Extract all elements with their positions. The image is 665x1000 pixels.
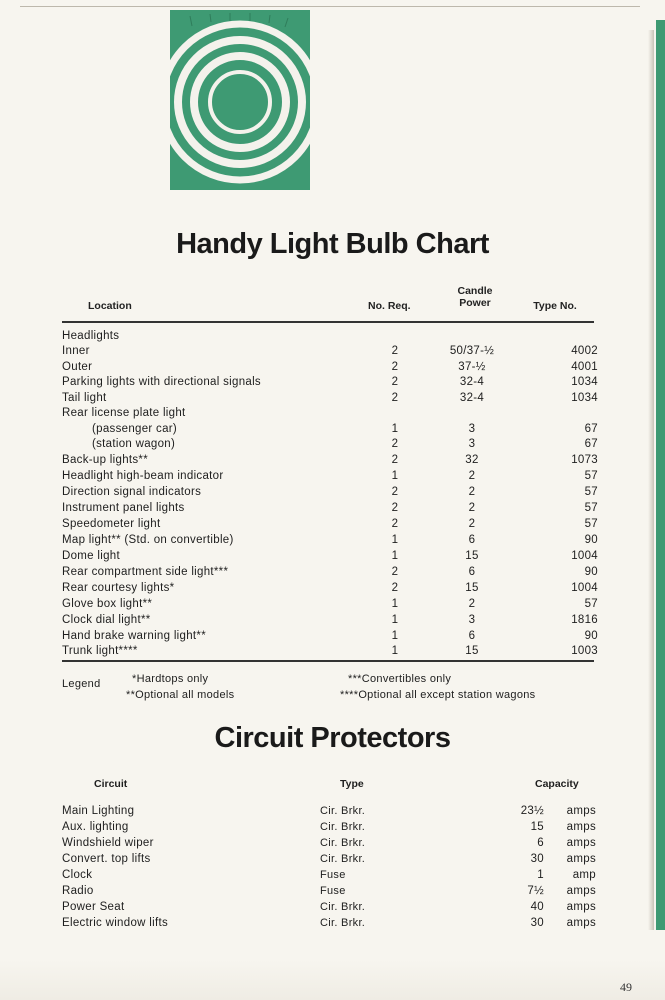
circuit-capacity: 15 — [530, 821, 544, 833]
row-no-req: 1 — [391, 598, 399, 610]
table-row — [62, 805, 602, 821]
row-type-no: 1003 — [571, 645, 598, 657]
circuit-type: Cir. Brkr. — [320, 917, 366, 929]
row-candle-power: 15 — [465, 645, 479, 657]
circuit-capacity: 30 — [530, 853, 544, 865]
row-candle-power: 50/37-½ — [449, 345, 495, 357]
circuit-protectors-title: Circuit Protectors — [214, 722, 451, 754]
circuit-type: Cir. Brkr. — [320, 837, 366, 849]
table-row — [62, 582, 598, 598]
row-candle-power: 2 — [468, 502, 476, 514]
circuit-unit: amps — [566, 837, 596, 849]
row-no-req: 1 — [391, 534, 399, 546]
circuit-type: Cir. Brkr. — [320, 853, 366, 865]
row-candle-power: 6 — [468, 566, 476, 578]
row-candle-power: 2 — [468, 486, 476, 498]
row-no-req: 1 — [391, 614, 399, 626]
table-row — [62, 885, 602, 901]
concentric-circles-logo — [170, 10, 310, 190]
row-candle-power: 6 — [468, 534, 476, 546]
row-type-no: 4001 — [571, 361, 598, 373]
header-candle-power-line2: Power — [459, 297, 491, 309]
row-location: Outer — [62, 361, 93, 373]
row-location: Direction signal indicators — [62, 486, 202, 498]
row-candle-power: 32 — [465, 454, 479, 466]
row-candle-power: 2 — [468, 470, 476, 482]
table-row — [62, 518, 598, 534]
table-row — [62, 376, 598, 392]
circuit-name: Electric window lifts — [62, 917, 168, 929]
circuit-name: Windshield wiper — [62, 837, 154, 849]
row-no-req: 2 — [391, 502, 399, 514]
row-type-no: 67 — [584, 423, 598, 435]
table-row — [62, 614, 598, 630]
table-row — [62, 853, 602, 869]
row-candle-power: 2 — [468, 598, 476, 610]
circuit-capacity: 6 — [537, 837, 544, 849]
row-location: Rear compartment side light*** — [62, 566, 229, 578]
table-row — [62, 630, 598, 646]
header-capacity: Capacity — [535, 778, 579, 790]
row-location: Back-up lights** — [62, 454, 148, 466]
row-type-no: 57 — [584, 470, 598, 482]
circuit-capacity: 30 — [530, 917, 544, 929]
page-number: 49 — [620, 980, 632, 994]
table-row — [62, 423, 598, 439]
row-location: Parking lights with directional signals — [62, 376, 261, 388]
circuit-name: Aux. lighting — [62, 821, 129, 833]
circuit-capacity: 40 — [530, 901, 544, 913]
row-location: Rear courtesy lights* — [62, 582, 175, 594]
header-circuit: Circuit — [94, 778, 128, 790]
circuit-unit: amps — [566, 885, 596, 897]
table-bottom-rule — [62, 660, 594, 662]
table-row — [62, 566, 598, 582]
row-type-no: 4002 — [571, 345, 598, 357]
row-location: Headlight high-beam indicator — [62, 470, 224, 482]
row-no-req: 2 — [391, 345, 399, 357]
legend-label: Legend — [62, 678, 101, 690]
circuit-type: Cir. Brkr. — [320, 901, 366, 913]
circuit-name: Convert. top lifts — [62, 853, 151, 865]
row-candle-power: 2 — [468, 518, 476, 530]
row-no-req: 1 — [391, 645, 399, 657]
row-no-req: 2 — [391, 392, 399, 404]
circuit-unit: amps — [566, 917, 596, 929]
table-row — [62, 361, 598, 377]
row-type-no: 1004 — [571, 550, 598, 562]
row-no-req: 1 — [391, 470, 399, 482]
circuit-name: Clock — [62, 869, 93, 881]
row-location: Speedometer light — [62, 518, 161, 530]
row-type-no: 1004 — [571, 582, 598, 594]
row-type-no: 90 — [584, 630, 598, 642]
row-candle-power: 15 — [465, 550, 479, 562]
table-row — [62, 454, 598, 470]
header-no-req: No. Req. — [368, 300, 411, 312]
row-location: Headlights — [62, 330, 120, 342]
row-no-req: 2 — [391, 486, 399, 498]
page-bottom-shadow — [0, 960, 665, 1000]
header-candle-power-line1: Candle — [457, 285, 493, 297]
table-row — [62, 392, 598, 408]
row-no-req: 2 — [391, 518, 399, 530]
row-no-req: 2 — [391, 454, 399, 466]
bulb-chart-title: Handy Light Bulb Chart — [176, 228, 489, 260]
header-type: Type — [340, 778, 364, 790]
row-no-req: 2 — [391, 566, 399, 578]
row-no-req: 1 — [391, 423, 399, 435]
circuit-unit: amps — [566, 821, 596, 833]
table-row — [62, 901, 602, 917]
row-type-no: 67 — [584, 438, 598, 450]
table-row — [62, 345, 598, 361]
row-location: (passenger car) — [92, 423, 178, 435]
circuit-capacity: 23½ — [520, 805, 544, 817]
row-type-no: 57 — [584, 598, 598, 610]
row-location: Clock dial light** — [62, 614, 151, 626]
row-type-no: 90 — [584, 566, 598, 578]
row-candle-power: 6 — [468, 630, 476, 642]
table-row — [62, 330, 594, 346]
row-type-no: 57 — [584, 518, 598, 530]
legend-optional-except: ****Optional all except station wagons — [340, 689, 536, 701]
header-candle-power — [440, 285, 510, 309]
circuit-capacity: 1 — [537, 869, 544, 881]
row-location: Rear license plate light — [62, 407, 186, 419]
row-location: Glove box light** — [62, 598, 153, 610]
row-candle-power: 3 — [468, 438, 476, 450]
page-edge — [648, 30, 654, 930]
row-candle-power: 3 — [468, 423, 476, 435]
row-no-req: 2 — [391, 376, 399, 388]
row-location: Dome light — [62, 550, 120, 562]
green-edge-strip — [656, 20, 665, 930]
table-row — [62, 837, 602, 853]
top-rule — [20, 6, 640, 7]
row-location: (station wagon) — [92, 438, 176, 450]
circuit-name: Radio — [62, 885, 94, 897]
circuit-type: Fuse — [320, 869, 346, 881]
row-no-req: 2 — [391, 582, 399, 594]
table-top-rule — [62, 321, 594, 323]
row-candle-power: 32-4 — [459, 376, 485, 388]
row-type-no: 1034 — [571, 376, 598, 388]
table-row — [62, 645, 598, 661]
circuit-name: Power Seat — [62, 901, 125, 913]
row-candle-power: 37-½ — [458, 361, 486, 373]
legend-convertibles: ***Convertibles only — [348, 673, 452, 685]
table-row — [62, 869, 602, 885]
circuit-type: Cir. Brkr. — [320, 805, 366, 817]
table-row — [62, 502, 598, 518]
row-type-no: 1816 — [571, 614, 598, 626]
table-row — [62, 438, 598, 454]
circuit-type: Fuse — [320, 885, 346, 897]
table-row — [62, 917, 602, 933]
circuit-type: Cir. Brkr. — [320, 821, 366, 833]
circuit-name: Main Lighting — [62, 805, 135, 817]
row-type-no: 57 — [584, 486, 598, 498]
table-row — [62, 470, 598, 486]
table-row — [62, 407, 594, 423]
header-location: Location — [88, 300, 132, 312]
row-no-req: 2 — [391, 361, 399, 373]
row-candle-power: 3 — [468, 614, 476, 626]
table-row — [62, 598, 598, 614]
row-no-req: 2 — [391, 438, 399, 450]
row-location: Instrument panel lights — [62, 502, 185, 514]
row-location: Map light** (Std. on convertible) — [62, 534, 234, 546]
row-candle-power: 32-4 — [459, 392, 485, 404]
legend-optional-all: **Optional all models — [126, 689, 235, 701]
table-row — [62, 550, 598, 566]
row-location: Trunk light**** — [62, 645, 138, 657]
row-type-no: 1034 — [571, 392, 598, 404]
header-type-no: Type No. — [533, 300, 577, 312]
row-no-req: 1 — [391, 550, 399, 562]
table-row — [62, 486, 598, 502]
legend-hardtops: *Hardtops only — [132, 673, 209, 685]
circuit-unit: amp — [572, 869, 596, 881]
row-type-no: 1073 — [571, 454, 598, 466]
row-type-no: 57 — [584, 502, 598, 514]
row-candle-power: 15 — [465, 582, 479, 594]
row-location: Hand brake warning light** — [62, 630, 206, 642]
table-row — [62, 821, 602, 837]
circuit-unit: amps — [566, 901, 596, 913]
circuit-capacity: 7½ — [527, 885, 544, 897]
circuit-unit: amps — [566, 853, 596, 865]
row-location: Inner — [62, 345, 90, 357]
row-type-no: 90 — [584, 534, 598, 546]
circuit-unit: amps — [566, 805, 596, 817]
table-row — [62, 534, 598, 550]
row-location: Tail light — [62, 392, 107, 404]
row-no-req: 1 — [391, 630, 399, 642]
